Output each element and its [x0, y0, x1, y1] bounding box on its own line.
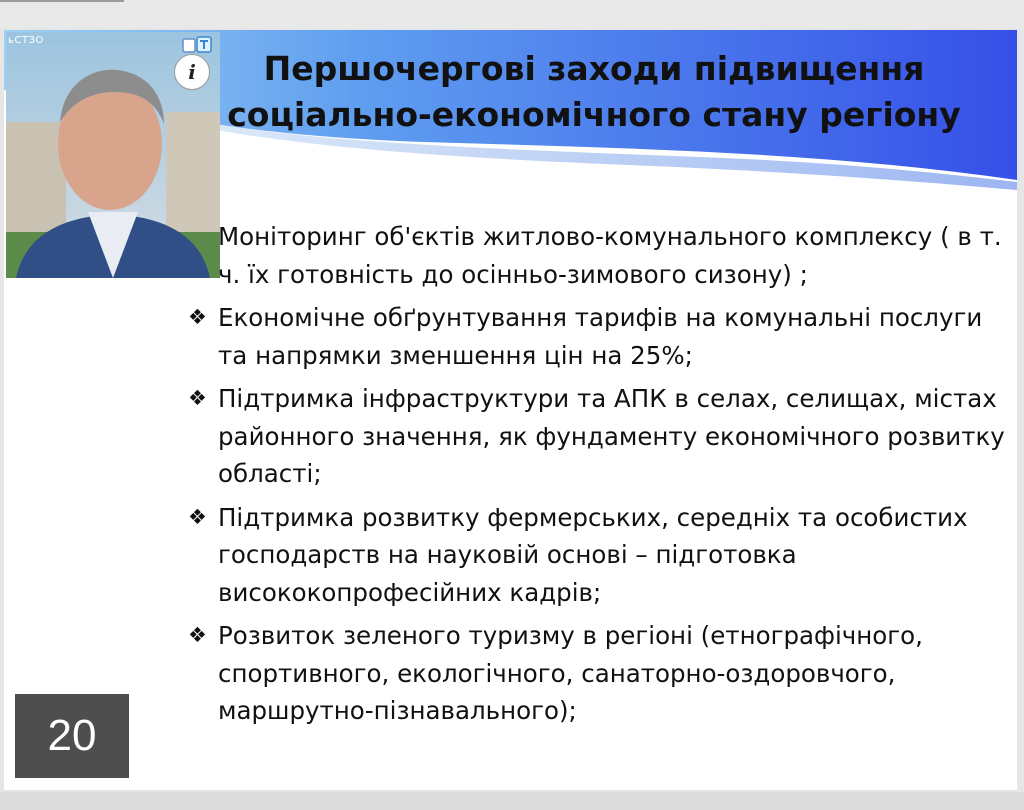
list-item-text: Підтримка розвитку фермерських, середніх та особистих господарств на науковій основі – підготовка висококопрофесійних кадрів; [218, 502, 968, 607]
list-item [188, 299, 1008, 374]
bottom-bar [0, 792, 1024, 810]
tv-channel-icon [182, 36, 212, 54]
list-item [188, 499, 1008, 612]
page-number-badge: 20 [15, 694, 129, 778]
top-bar [0, 0, 1024, 28]
channel-label: ьСТЗО [8, 35, 44, 46]
list-item-text: Моніторинг об'єктів житлово-комунального комплексу ( в т. ч. їх готовність до осінньо-зимового сизону) ; [218, 222, 1002, 289]
top-tab-indicator [0, 0, 124, 2]
list-item-text: Економічне обґрунтування тарифів на комунальні послуги та напрямки зменшення цін на 25%; [218, 303, 983, 370]
slide-body [188, 218, 1008, 736]
list-item-text: Підтримка інфраструктури та АПК в селах, селищах, містах районного значення, як фундаменту економічного розвитку області; [218, 384, 1005, 488]
info-icon[interactable]: i [174, 54, 210, 90]
slide-title: Першочергові заходи підвищення соціально-економічного стану регіону [227, 49, 961, 134]
list-item [188, 617, 1008, 730]
presentation-slide [4, 30, 1017, 790]
diamond-bullet-icon: ❖ [188, 386, 207, 410]
list-item [188, 380, 1008, 493]
list-item-text: Розвиток зеленого туризму в регіоні (етнографічного, спортивного, екологічного, санаторно-оздоровчого, маршрутно-пізнавального); [218, 621, 923, 725]
list-item [188, 218, 1008, 293]
diamond-bullet-icon: ❖ [188, 504, 207, 529]
diamond-bullet-icon: ❖ [188, 305, 207, 329]
diamond-bullet-icon: ❖ [188, 623, 207, 647]
